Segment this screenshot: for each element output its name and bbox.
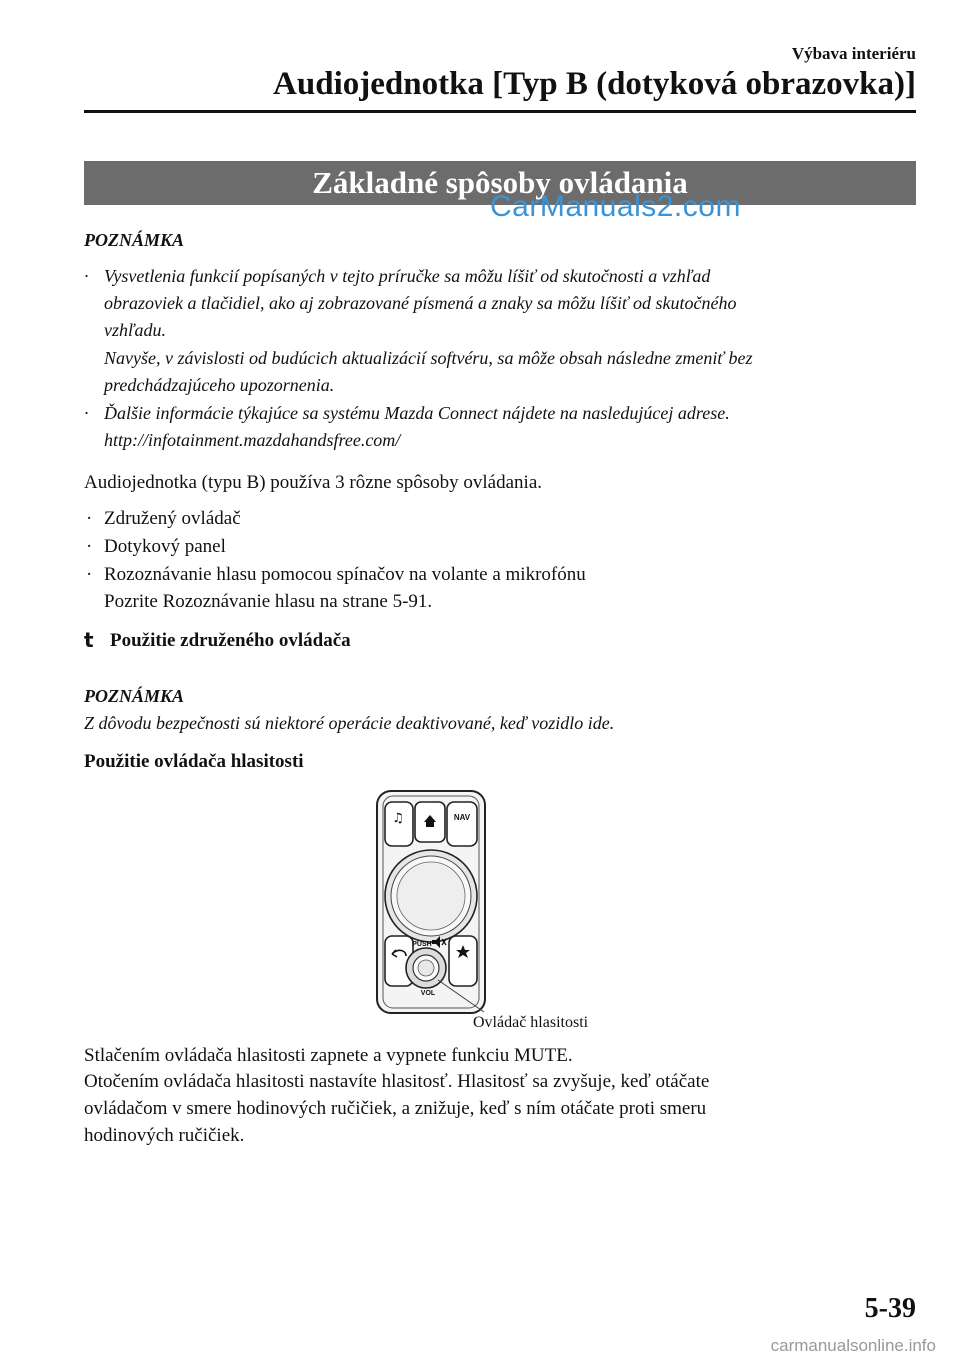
- note-bullet: ·: [84, 266, 89, 286]
- note-label: POZNÁMKA: [84, 230, 185, 250]
- note-line: Vysvetlenia funkcií popísaných v tejto príručke sa môžu líšiť od skutočnosti a vzhľad: [104, 266, 711, 286]
- music-icon: [392, 811, 404, 826]
- note-label: POZNÁMKA: [84, 686, 185, 706]
- volume-heading: Použitie ovládača hlasitosti: [84, 751, 304, 772]
- cross-reference[interactable]: Pozrite Rozoznávanie hlasu na strane 5-91.: [104, 591, 433, 612]
- note-line: Navyše, v závislosti od budúcich aktualizácií softvéru, sa môže obsah následne zmeniť bez: [104, 348, 753, 368]
- note-line: Ďalšie informácie týkajúce sa systému Mazda Connect nájdete na nasledujúcej adrese.: [104, 403, 730, 423]
- list-bullet: ·: [86, 508, 93, 529]
- footer-watermark: carmanualsonline.info: [770, 1336, 936, 1355]
- vol-label: VOL: [420, 990, 436, 997]
- body-line: Otočením ovládača hlasitosti nastavíte hlasitosť. Hlasitosť sa zvyšuje, keď otáčate: [84, 1071, 710, 1092]
- note-line: obrazoviek a tlačidiel, ako aj zobrazované písmená a znaky sa môžu líšiť od skutočného: [104, 293, 737, 313]
- svg-text:♫: ♫: [392, 811, 404, 826]
- note-line: predchádzajúceho upozornenia.: [104, 375, 335, 395]
- note-text: Z dôvodu bezpečnosti sú niektoré operácie deaktivované, keď vozidlo ide.: [84, 713, 615, 733]
- note-line: vzhľadu.: [104, 320, 167, 340]
- controller-figure: [376, 790, 486, 1019]
- section-banner: Základné spôsoby ovládania: [84, 161, 916, 205]
- header-rule: [84, 110, 916, 113]
- intro-text: Audiojednotka (typu B) používa 3 rôzne spôsoby ovládania.: [84, 472, 543, 493]
- list-item: Rozoznávanie hlasu pomocou spínačov na volante a mikrofónu: [104, 564, 586, 585]
- body-line: Stlačením ovládača hlasitosti zapnete a vypnete funkciu MUTE.: [84, 1045, 573, 1066]
- list-item: Dotykový panel: [104, 536, 226, 557]
- header-title: Audiojednotka [Typ B (dotyková obrazovka)]: [273, 66, 916, 102]
- note-bullet: ·: [84, 403, 89, 423]
- body-line: hodinových ručičiek.: [84, 1125, 245, 1146]
- list-bullet: ·: [86, 536, 93, 557]
- header-section: Výbava interiéru: [791, 44, 916, 63]
- push-label: PUSH: [412, 941, 432, 948]
- watermark: CarManuals2.com: [490, 190, 741, 223]
- body-line: ovládačom v smere hodinových ručičiek, a znižuje, keď s ním otáčate proti smeru: [84, 1098, 707, 1119]
- note-link[interactable]: http://infotainment.mazdahandsfree.com/: [104, 430, 401, 450]
- section-heading: Použitie združeného ovládača: [110, 630, 351, 651]
- list-bullet: ·: [86, 564, 93, 585]
- section-marker: t: [84, 628, 94, 652]
- nav-button-label: NAV: [453, 813, 471, 822]
- figure-caption: Ovládač hlasitosti: [473, 1014, 589, 1031]
- commander-controller-illustration: [376, 790, 486, 1014]
- page-number: 5-39: [864, 1293, 916, 1324]
- list-item: Združený ovládač: [104, 508, 241, 529]
